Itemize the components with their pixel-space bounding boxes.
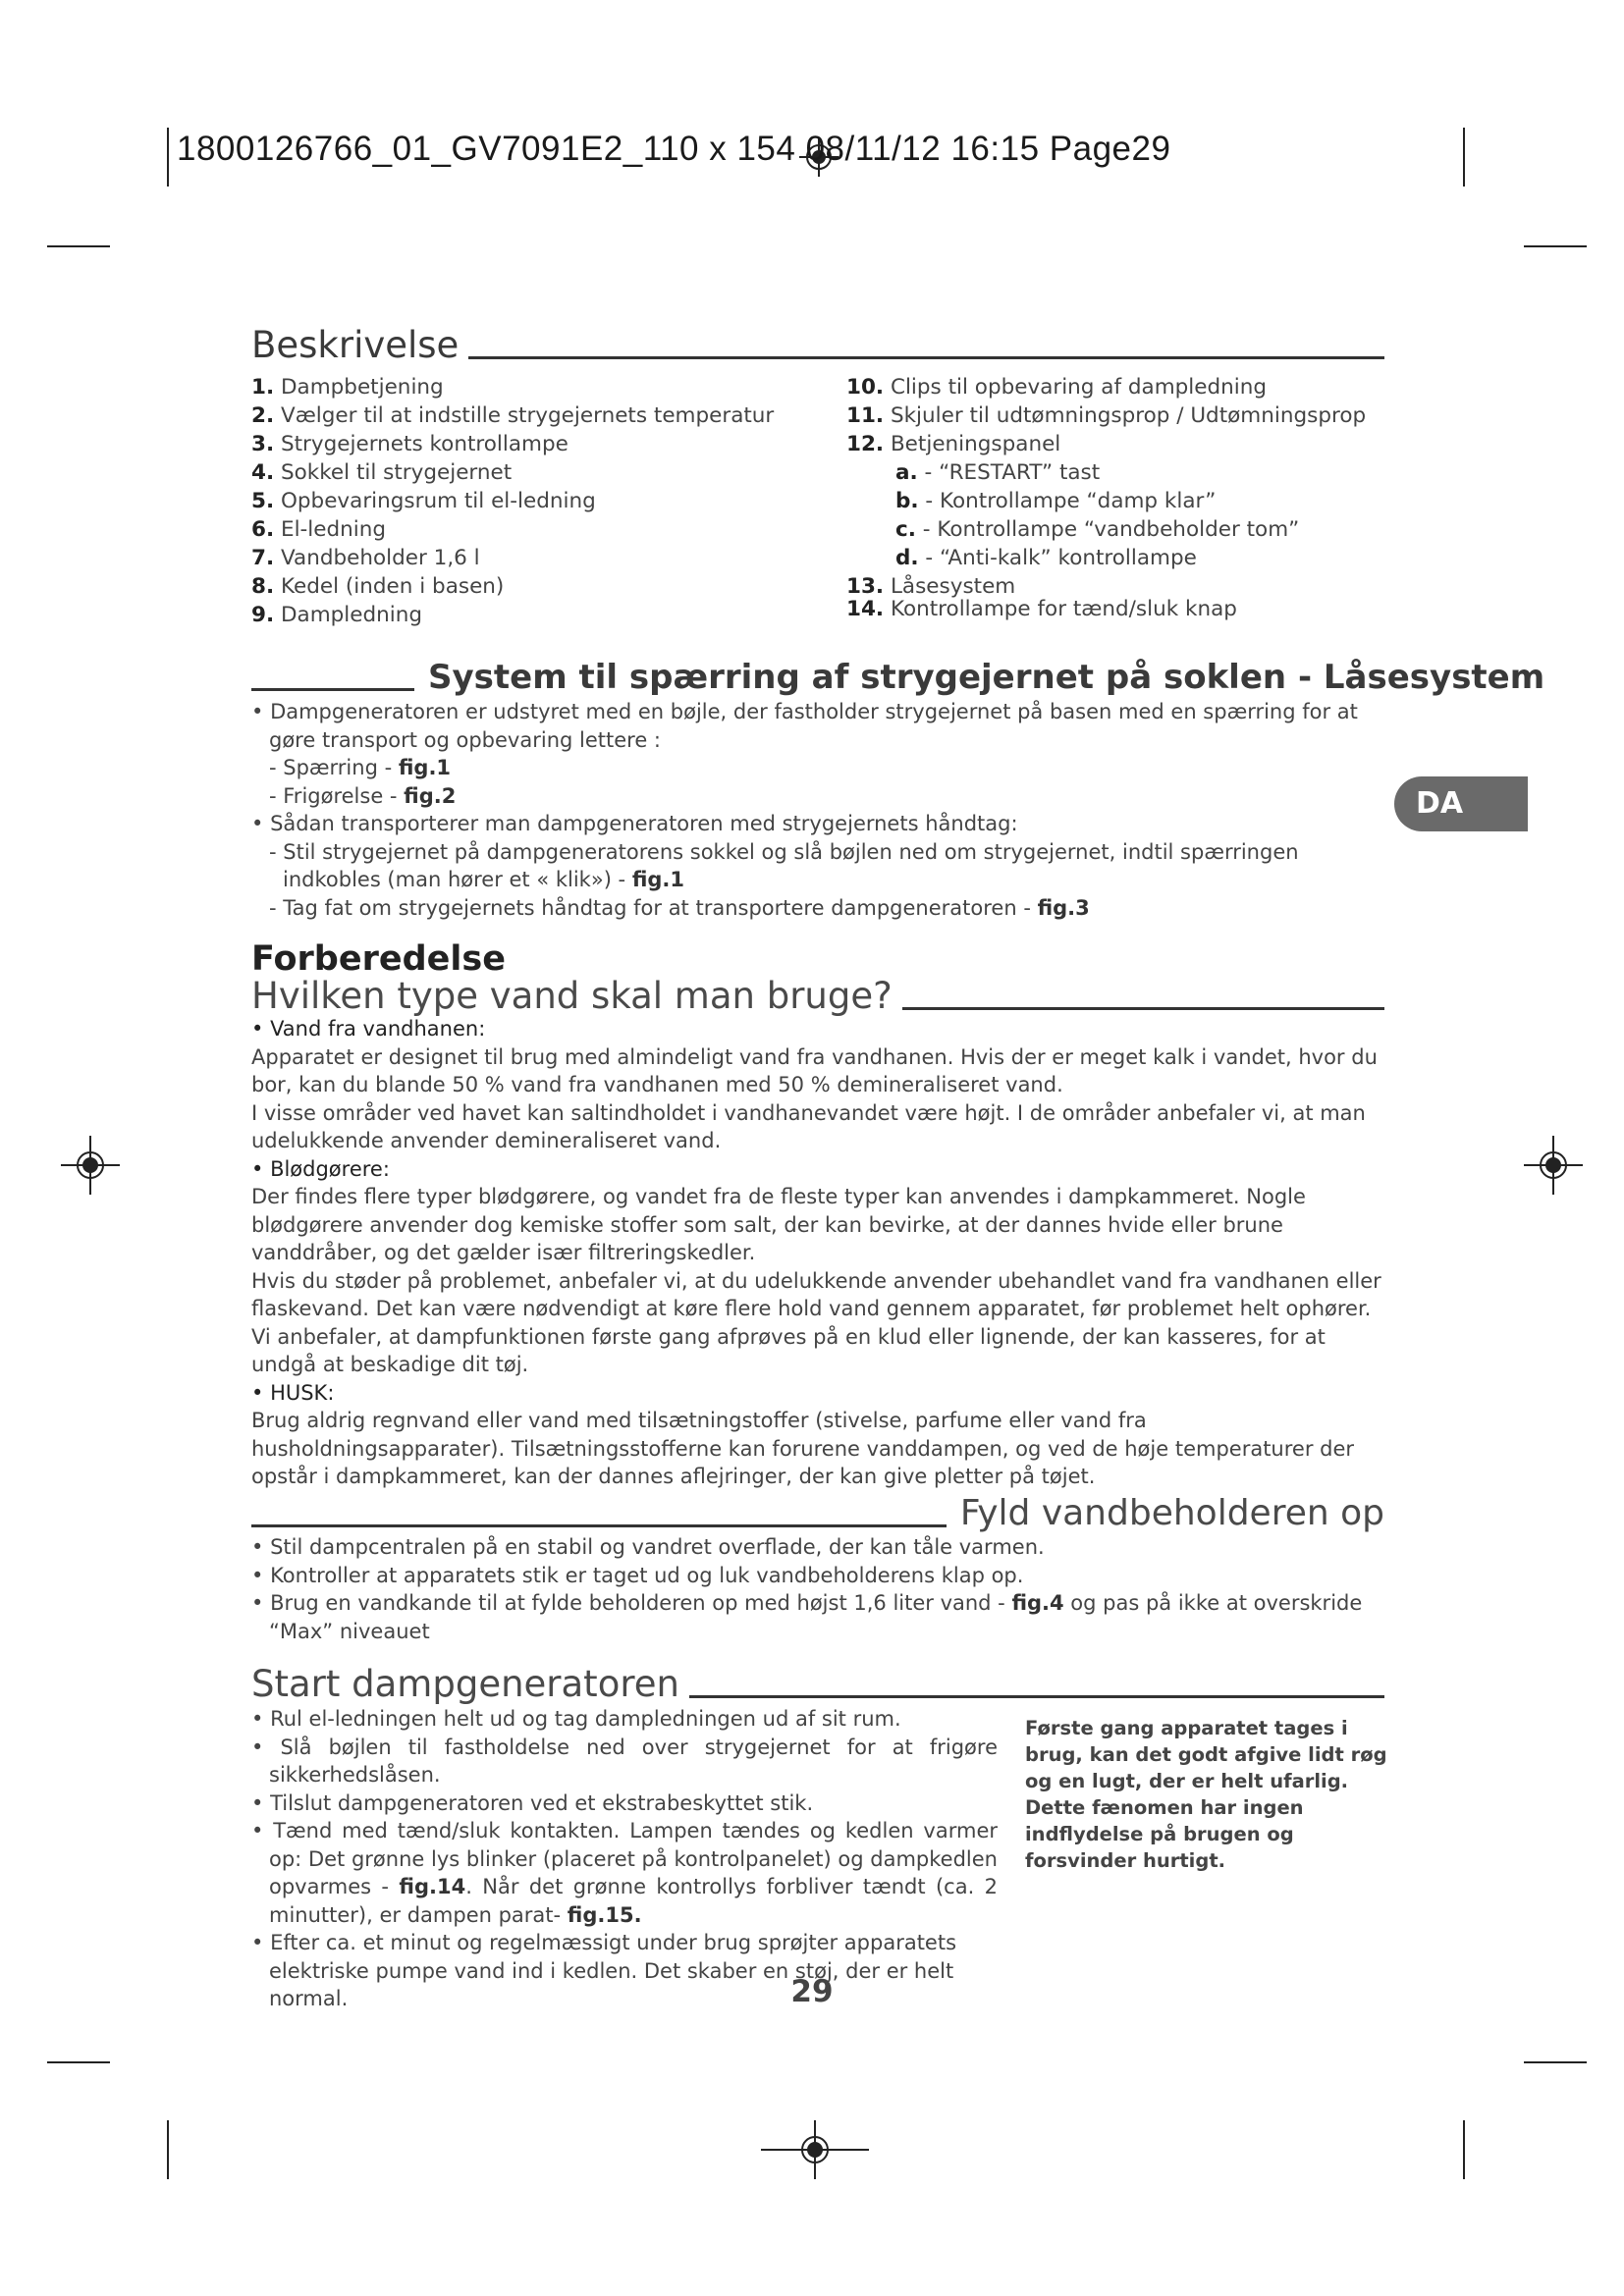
print-header: 1800126766_01_GV7091E2_110 x 154 08/11/12 16:15 Page29 — [177, 130, 1171, 168]
page-number: 29 — [790, 1974, 834, 2009]
crop-mark-left-upper — [47, 245, 110, 247]
section-heading-laasesystem — [251, 656, 1545, 699]
section-title-forberedelse: Forberedelse — [251, 939, 506, 979]
list-item: 12. Betjeningspanel — [846, 432, 1061, 456]
language-tab: DA — [1394, 776, 1528, 831]
heading-text: Start dampgeneratoren — [251, 1663, 679, 1705]
heading-rule — [251, 688, 414, 691]
bullet-paragraph: • Tænd med tænd/sluk kontakten. Lampen tændes og kedlen varmer op: Det grønne lys blinker (placeret på kontrolpanelet) og dampkedlen opvarmes - fig.14. Når det grønne kontrollys forbliver tændt (ca. 2 minutter), er dampen parat- fig.15. — [251, 1819, 998, 1927]
bullet-paragraph: • Dampgeneratoren er udstyret med en bøjle, der fastholder strygejernet på basen med en spærring for at gøre transport og opbevaring lettere : — [251, 700, 1358, 752]
list-item: 10. Clips til opbevaring af dampledning — [846, 375, 1268, 400]
start-body — [251, 1705, 998, 2013]
first-use-note: Første gang apparatet tages i brug, kan det godt afgive lidt røg og en lugt, der er helt ufarlig. Dette fænomen har ingen indflydelse på brugen og forsvinder hurtigt. — [1025, 1717, 1387, 1872]
list-item: 11. Skjuler til udtømningsprop / Udtømningsprop — [846, 403, 1367, 428]
heading-rule — [902, 1007, 1384, 1010]
label-line: • Blødgørere: — [251, 1156, 390, 1181]
heading-text: Beskrivelse — [251, 324, 460, 366]
fyld-body — [251, 1533, 1384, 1645]
paragraph: Brug aldrig regnvand eller vand med tilsætningstoffer (stivelse, parfume eller vand fra husholdningsapparater). Tilsætningsstofferne kan forurene vanddampen, og ved de høje temperaturer der opstår i dampkammeret, kan der dannes aflejringer, der kan give pletter på tøjet. — [251, 1409, 1355, 1488]
list-subitem: d. - “Anti-kalk” kontrollampe — [895, 546, 1197, 570]
crop-mark-top-right — [1463, 128, 1465, 187]
bullet-paragraph: • Brug en vandkande til at fylde beholderen op med højst 1,6 liter vand - fig.4 og pas på ikke at overskride “Max” niveauet — [251, 1591, 1363, 1643]
registration-mark-icon — [1524, 1136, 1583, 1195]
crop-mark-right-upper — [1524, 245, 1587, 247]
laasesystem-body — [251, 698, 1384, 922]
list-subitem: a. - “RESTART” tast — [895, 460, 1101, 485]
list-subitem: c. - Kontrollampe “vandbeholder tom” — [895, 517, 1300, 542]
list-item: 9. Dampledning — [251, 603, 423, 627]
crop-mark-right-lower — [1524, 2061, 1587, 2063]
heading-text: System til spærring af strygejernet på soklen - Låsesystem — [428, 658, 1545, 697]
paragraph: I visse områder ved havet kan saltindholdet i vandhanevandet være højt. I de områder anbefaler vi, at man udelukkende anvender demineraliseret vand. — [251, 1100, 1366, 1152]
heading-rule — [689, 1695, 1384, 1698]
heading-rule — [468, 356, 1384, 359]
bullet-paragraph: • Stil dampcentralen på en stabil og vandret overflade, der kan tåle varmen. — [251, 1535, 1045, 1559]
list-item: 3. Strygejernets kontrollampe — [251, 432, 568, 456]
label-line: • HUSK: — [251, 1380, 335, 1405]
crop-mark-top-left — [167, 128, 169, 187]
list-item: 7. Vandbeholder 1,6 l — [251, 546, 480, 570]
section-heading-start — [251, 1663, 1384, 1706]
list-item: 2. Vælger til at indstille strygejernets temperatur — [251, 403, 775, 428]
sub-line: - Stil strygejernet på dampgeneratorens sokkel og slå bøjlen ned om strygejernet, indtil spærringen indkobles (man hører et « klik») - fig.1 — [269, 839, 1299, 891]
bullet-paragraph: • Kontroller at apparatets stik er taget ud og luk vandbeholderens klap op. — [251, 1563, 1024, 1587]
paragraph: Hvis du støder på problemet, anbefaler vi, at du udelukkende anvender ubehandlet vand fra vandhanen eller flaskevand. Det kan være nødvendigt at køre flere hold vand gennem apparatet, før problemet helt ophører. Vi anbefaler, at dampfunktionen første gang afprøves på en klud eller lignende, der kan kasseres, for at undgå at beskadige dit tøj. — [251, 1268, 1381, 1376]
paragraph: Der findes flere typer blødgørere, og vandet fra de fleste typer kan anvendes i dampkammeret. Nogle blødgørere anvender dog kemiske stoffer som salt, der kan bevirke, at der dannes hvide eller brune vanddråber, og det gælder især filtreringskedler. — [251, 1185, 1306, 1264]
list-item: 5. Opbevaringsrum til el-ledning — [251, 489, 596, 513]
heading-text: Hvilken type vand skal man bruge? — [251, 975, 893, 1017]
paragraph: Apparatet er designet til brug med almindeligt vand fra vandhanen. Hvis der er meget kalk i vandet, hvor du bor, kan du blande 50 % vand fra vandhanen med 50 % demineraliseret vand. — [251, 1044, 1378, 1096]
bullet-paragraph: • Rul el-ledningen helt ud og tag dampledningen ud af sit rum. — [251, 1707, 901, 1731]
crop-mark-left-lower — [47, 2061, 110, 2063]
heading-text: Fyld vandbeholderen op — [959, 1493, 1384, 1533]
list-subitem: b. - Kontrollampe “damp klar” — [895, 489, 1217, 513]
bullet-paragraph: • Sådan transporterer man dampgeneratoren med strygejernets håndtag: — [251, 812, 1018, 835]
list-item: 6. El-ledning — [251, 517, 387, 542]
list-item: 1. Dampbetjening — [251, 375, 444, 400]
sub-line: - Spærring - fig.1 — [269, 756, 452, 779]
list-item: 8. Kedel (inden i basen) — [251, 574, 505, 599]
forberedelse-body — [251, 1015, 1384, 1491]
section-heading-beskrivelse — [251, 324, 1384, 367]
bullet-paragraph: • Slå bøjlen til fastholdelse ned over strygejernet for at frigøre sikkerhedslåsen. — [251, 1735, 999, 1787]
list-item: 13. Låsesystem — [846, 574, 1016, 599]
sub-line: - Tag fat om strygejernets håndtag for at transportere dampgeneratoren - fig.3 — [269, 895, 1090, 920]
heading-rule — [251, 1524, 947, 1527]
registration-mark-icon — [61, 1136, 120, 1195]
label-line: • Vand fra vandhanen: — [251, 1017, 486, 1041]
bullet-paragraph: • Tilslut dampgeneratoren ved et ekstrabeskyttet stik. — [251, 1790, 814, 1815]
bullet-paragraph: • Efter ca. et minut og regelmæssigt under brug sprøjter apparatets elektriske pumpe vand ind i kedlen. Det skaber en støj, der er helt normal. — [251, 1931, 957, 2010]
crop-mark-bottom-left — [167, 2120, 169, 2179]
description-list-left — [251, 373, 774, 629]
crop-mark-bottom-right — [1463, 2120, 1465, 2179]
sub-line: - Frigørelse - fig.2 — [269, 783, 457, 808]
list-item: 4. Sokkel til strygejernet — [251, 460, 513, 485]
description-list-right — [846, 373, 1366, 623]
list-item: 14. Kontrollampe for tænd/sluk knap — [846, 597, 1237, 621]
section-heading-vandtype — [251, 975, 1384, 1018]
registration-mark-icon — [761, 2120, 869, 2179]
section-heading-fyld — [251, 1492, 1384, 1535]
